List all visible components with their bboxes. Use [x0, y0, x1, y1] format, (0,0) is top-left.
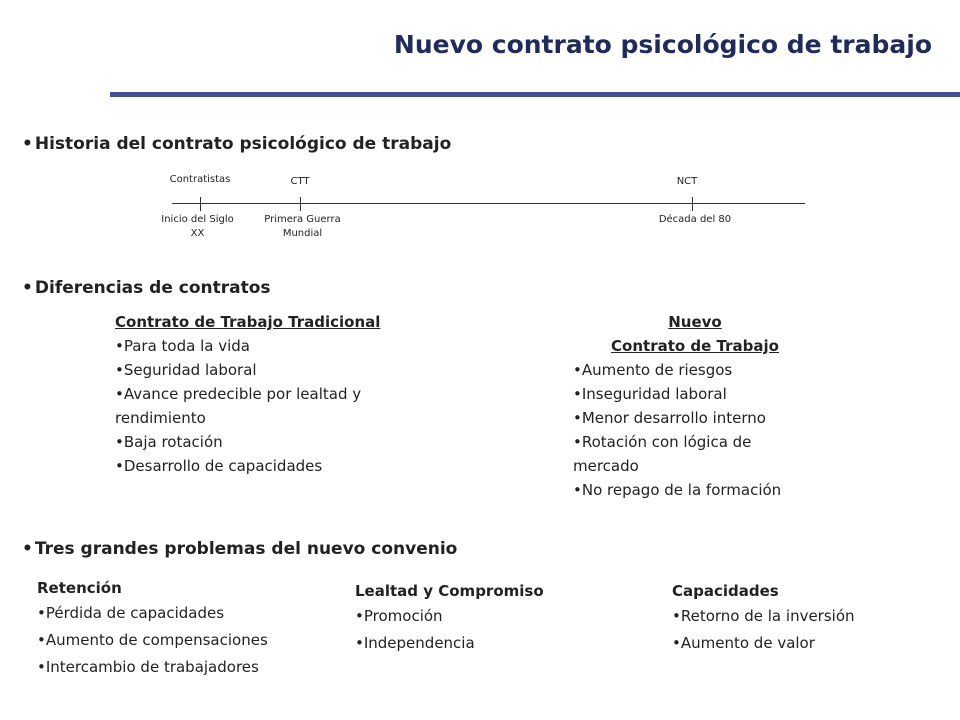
traditional-contract-list [115, 334, 380, 478]
list-item-text: Para toda la vida [123, 337, 250, 355]
list-item-text: Inseguridad laboral [581, 385, 727, 403]
new-contract-title-line [573, 310, 817, 334]
list-item: •Aumento de riesgos [573, 361, 733, 379]
traditional-contract-title [115, 310, 380, 334]
section-heading-text: Tres grandes problemas del nuevo convenio [34, 539, 458, 559]
traditional-contract-title-text: Contrato de Trabajo Tradicional [115, 313, 381, 331]
new-contract-title-text: Contrato de Trabajo [611, 337, 779, 355]
bullet: • [22, 278, 33, 298]
list-item: •Para toda la vida [115, 337, 250, 355]
section-heading-text: Diferencias de contratos [34, 278, 271, 298]
lealtad-list [355, 603, 544, 657]
timeline-label-line: Inicio del Siglo [161, 214, 234, 225]
list-item: •Desarrollo de capacidades [115, 457, 323, 475]
list-item-text: Desarrollo de capacidades [123, 457, 323, 475]
list-item-text: Pérdida de capacidades [45, 604, 225, 622]
list-item: •Inseguridad laboral [573, 385, 727, 403]
new-contract-column [573, 310, 817, 502]
list-item: •Baja rotación [115, 433, 223, 451]
capacidades-title: Capacidades [672, 582, 779, 600]
list-item-text: Menor desarrollo interno [581, 409, 766, 427]
traditional-contract-column [115, 310, 380, 478]
timeline-tick-decada [692, 197, 693, 211]
timeline-label-nct: NCT [676, 176, 698, 187]
timeline-label-decada: Década del 80 [658, 214, 732, 225]
timeline-tick-inicio [200, 197, 201, 211]
lealtad-title: Lealtad y Compromiso [355, 582, 544, 600]
list-item: •Promoción [355, 607, 443, 625]
list-item: •Aumento de compensaciones [37, 631, 268, 649]
list-item-text: Aumento de riesgos [581, 361, 733, 379]
list-item: •Menor desarrollo interno [573, 409, 766, 427]
list-item: •Seguridad laboral [115, 361, 257, 379]
list-item-text: Rotación con lógica de [581, 433, 752, 451]
list-item-text: Baja rotación [123, 433, 223, 451]
capacidades-list [672, 603, 855, 657]
timeline-label-line: XX [190, 228, 205, 239]
timeline-label-ctt: CTT [290, 176, 310, 187]
bullet: • [22, 539, 33, 559]
timeline-label-line: Primera Guerra [264, 214, 341, 225]
list-item-text: Seguridad laboral [123, 361, 257, 379]
list-item-text: Avance predecible por lealtad y [123, 385, 362, 403]
timeline-label-inicio [140, 213, 255, 241]
list-item-text: No repago de la formación [581, 481, 782, 499]
timeline-label-contratistas: Contratistas [169, 174, 231, 185]
list-item-text: Aumento de valor [680, 634, 815, 652]
section-heading-diferencias [22, 278, 271, 298]
timeline-axis [172, 203, 805, 204]
page-title: Nuevo contrato psicológico de trabajo [393, 30, 932, 59]
list-item-text: Independencia [363, 634, 475, 652]
list-item-continuation: mercado [573, 457, 639, 475]
new-contract-title-text: Nuevo [668, 313, 722, 331]
list-item: •Rotación con lógica de [573, 433, 752, 451]
list-item: •No repago de la formación [573, 481, 782, 499]
section-heading-historia [22, 134, 451, 154]
list-item: •Independencia [355, 634, 475, 652]
list-item-text: Aumento de compensaciones [45, 631, 268, 649]
list-item-text: Retorno de la inversión [680, 607, 855, 625]
list-item-continuation: rendimiento [115, 409, 206, 427]
list-item: •Avance predecible por lealtad y [115, 385, 362, 403]
list-item: •Retorno de la inversión [672, 607, 855, 625]
new-contract-title [573, 310, 817, 358]
section-heading-problemas [22, 539, 457, 559]
timeline-label-guerra [245, 213, 360, 241]
list-item-text: Intercambio de trabajadores [45, 658, 259, 676]
timeline-tick-guerra [300, 197, 301, 211]
timeline-label-line: Mundial [282, 228, 323, 239]
list-item-text: Promoción [363, 607, 443, 625]
bullet: • [22, 134, 33, 154]
list-item: •Intercambio de trabajadores [37, 658, 259, 676]
section-heading-text: Historia del contrato psicológico de trabajo [34, 134, 452, 154]
list-item: •Aumento de valor [672, 634, 815, 652]
title-divider [110, 92, 960, 97]
retencion-column [37, 577, 268, 681]
new-contract-title-line [573, 334, 817, 358]
list-item: •Pérdida de capacidades [37, 604, 225, 622]
retencion-title: Retención [37, 579, 122, 597]
lealtad-column [355, 580, 544, 657]
new-contract-list [573, 358, 817, 502]
capacidades-column [672, 580, 855, 657]
retencion-list [37, 600, 268, 681]
